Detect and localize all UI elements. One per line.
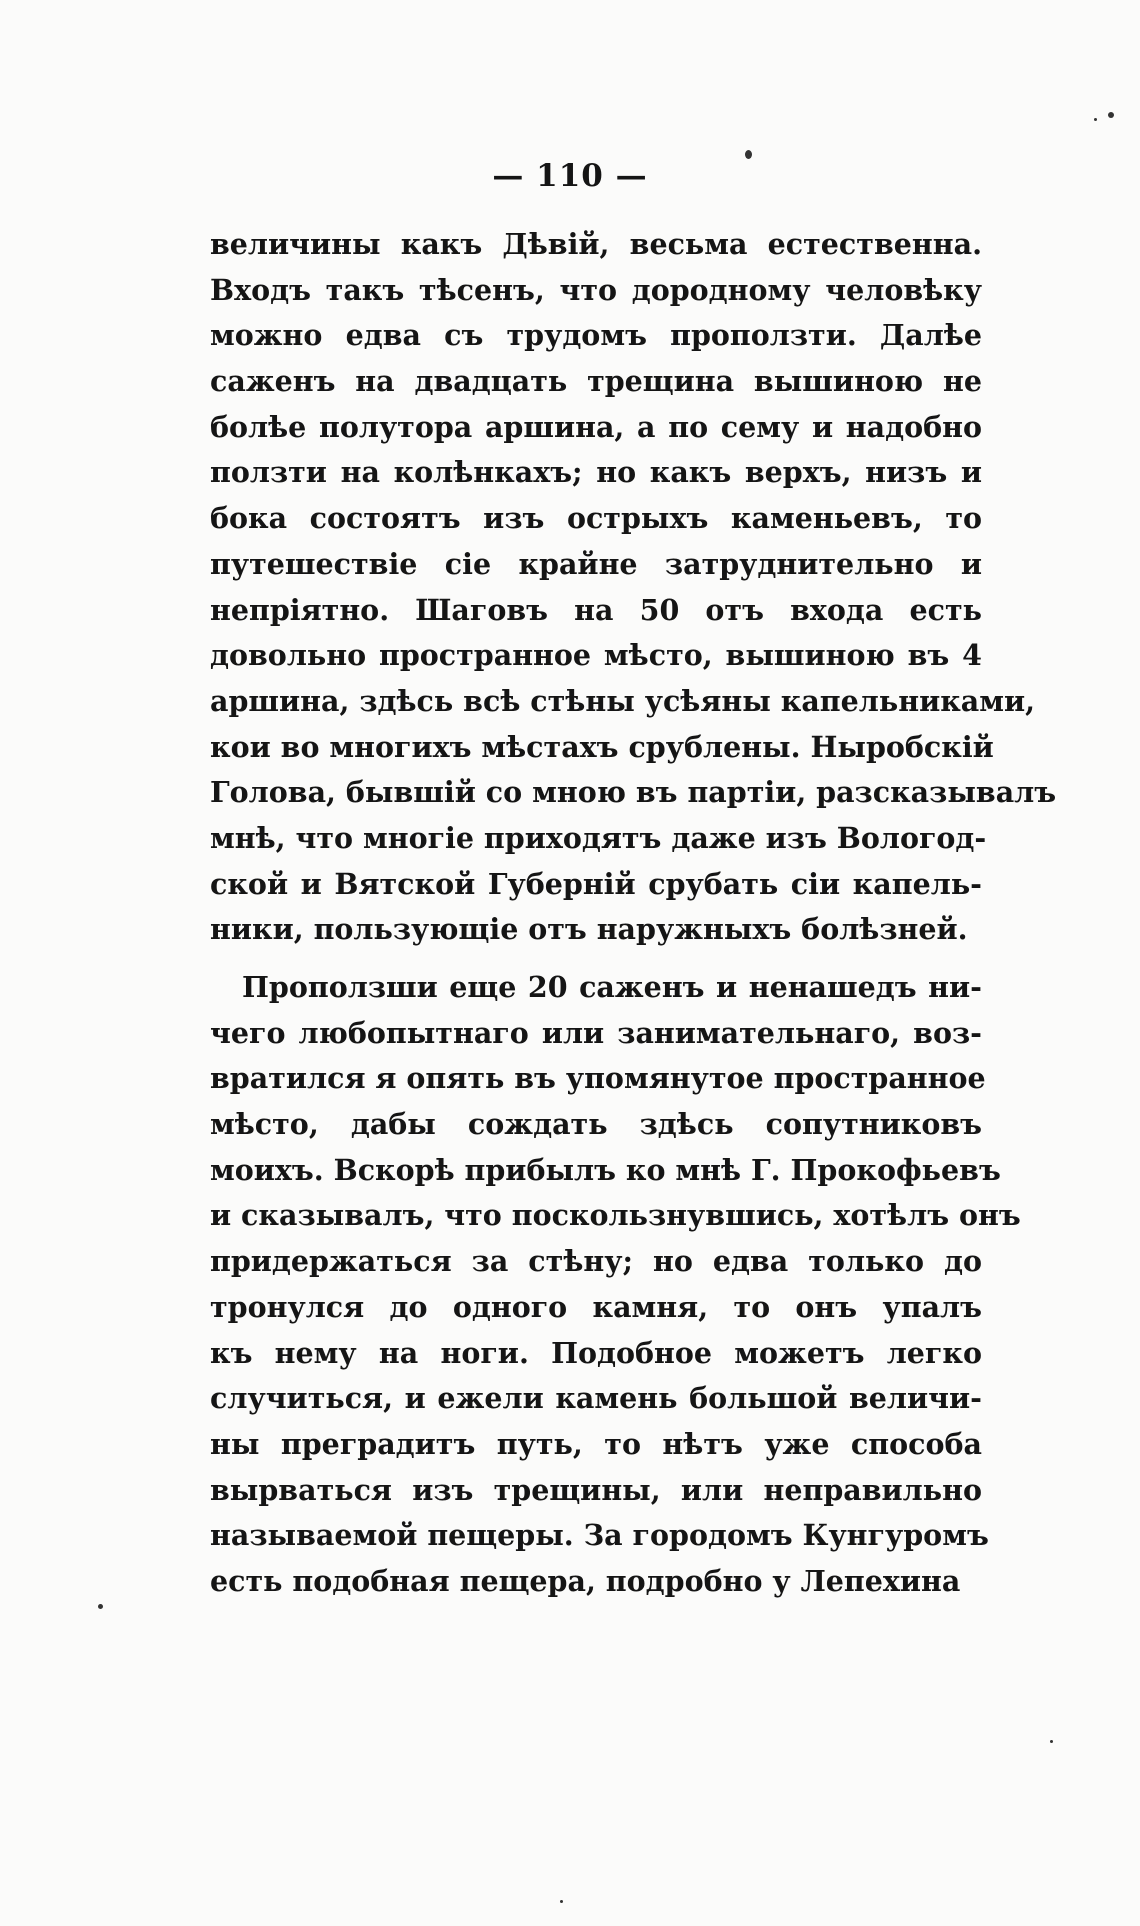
text-line: Входъ такъ тѣсенъ, что дородному человѣку bbox=[210, 272, 982, 307]
text-line: случиться, и ежели камень большой величи- bbox=[210, 1381, 982, 1416]
paragraph-gap bbox=[210, 953, 982, 965]
text-line: саженъ на двадцать трещина вышиною не bbox=[210, 364, 982, 399]
text-line: кои во многихъ мѣстахъ срублены. Ныробскій bbox=[210, 729, 994, 764]
text-line: Голова, бывшій со мною въ партіи, разсказывалъ bbox=[210, 775, 1057, 810]
text-line: моихъ. Вскорѣ прибылъ ко мнѣ Г. Прокофьевъ bbox=[210, 1152, 1001, 1187]
text-line: къ нему на ноги. Подобное можетъ легко bbox=[210, 1335, 982, 1370]
text-line: называемой пещеры. За городомъ Кунгуромъ bbox=[210, 1518, 989, 1553]
text-line: путешествіе сіе крайне затруднительно и bbox=[210, 546, 982, 581]
scan-speck bbox=[745, 150, 752, 159]
text-line: довольно пространное мѣсто, вышиною въ 4 bbox=[210, 638, 982, 673]
page-number: — 110 — bbox=[492, 158, 648, 194]
scan-speck bbox=[98, 1604, 103, 1609]
text-line: ны преградитъ путь, то нѣтъ уже способа bbox=[210, 1426, 982, 1461]
body-text bbox=[210, 222, 1057, 1605]
text-line: ской и Вятской Губерній срубать сіи капель- bbox=[210, 866, 982, 901]
text-line: мѣсто, дабы сождать здѣсь сопутниковъ bbox=[210, 1107, 982, 1142]
scan-speck bbox=[560, 1900, 563, 1903]
text-line: величины какъ Дѣвій, весьма естественна. bbox=[210, 227, 982, 261]
text-line: тронулся до одного камня, то онъ упалъ bbox=[210, 1289, 982, 1324]
text-line: аршина, здѣсь всѣ стѣны усѣяны капельниками, bbox=[210, 683, 1036, 718]
text-line: чего любопытнаго или занимательнаго, воз- bbox=[210, 1015, 982, 1050]
paragraph bbox=[210, 222, 1057, 953]
text-line: вратился я опять въ упомянутое пространное bbox=[210, 1061, 986, 1096]
text-line: Проползши еще 20 саженъ и ненашедъ ни- bbox=[242, 970, 982, 1004]
scan-speck bbox=[1050, 1740, 1053, 1743]
text-line: ползти на колѣнкахъ; но какъ верхъ, низъ и bbox=[210, 455, 982, 490]
text-line: придержаться за стѣну; но едва только до bbox=[210, 1244, 982, 1279]
text-line: ники, пользующіе отъ наружныхъ болѣзней. bbox=[210, 912, 968, 947]
text-line: болѣе полутора аршина, а по сему и надобно bbox=[210, 409, 982, 444]
text-line: бока состоятъ изъ острыхъ каменьевъ, то bbox=[210, 501, 982, 536]
text-line: есть подобная пещера, подробно у Лепехина bbox=[210, 1563, 961, 1598]
text-line: непріятно. Шаговъ на 50 отъ входа есть bbox=[210, 592, 982, 627]
text-line: и сказывалъ, что поскользнувшись, хотѣлъ онъ bbox=[210, 1198, 1021, 1233]
scan-speck bbox=[1108, 112, 1114, 118]
scan-speck bbox=[1094, 118, 1097, 121]
text-line: мнѣ, что многіе приходятъ даже изъ Вологод- bbox=[210, 820, 987, 855]
text-line: можно едва съ трудомъ проползти. Далѣе bbox=[210, 318, 982, 353]
paragraph bbox=[210, 965, 1021, 1605]
text-line: вырваться изъ трещины, или неправильно bbox=[210, 1472, 982, 1507]
